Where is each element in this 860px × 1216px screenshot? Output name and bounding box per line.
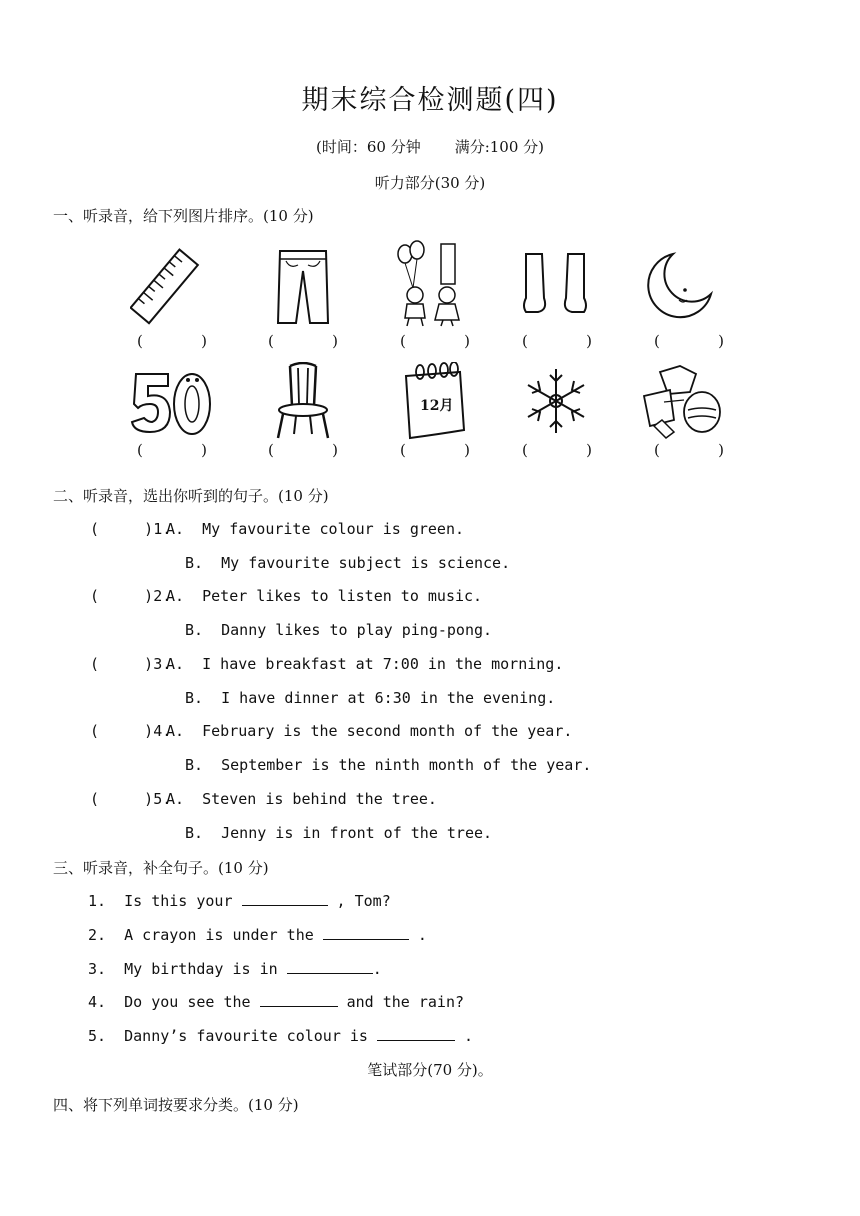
question-5-bracket: ( )5. <box>90 790 172 808</box>
question-5-option-a: A. Steven is behind the tree. <box>166 790 437 808</box>
question-4-option-a: A. February is the second month of the year. <box>166 722 573 740</box>
answer-paren: ( ) <box>137 441 207 459</box>
feet-picture <box>520 250 590 330</box>
answer-paren: ( ) <box>654 332 724 350</box>
answer-blank[interactable] <box>260 992 338 1007</box>
question-3-option-a: A. I have breakfast at 7:00 in the morning. <box>166 655 564 673</box>
exam-info <box>0 136 860 157</box>
answer-paren: ( ) <box>268 332 338 350</box>
question-2-option-a: A. Peter likes to listen to music. <box>166 587 483 605</box>
clothes-pile-picture <box>640 362 710 442</box>
answer-blank[interactable] <box>287 959 373 974</box>
calendar-picture <box>400 362 470 442</box>
calendar-label: 12月 <box>420 398 454 414</box>
question-1-option-b: B. My favourite subject is science. <box>185 554 511 572</box>
answer-paren: ( ) <box>522 441 592 459</box>
answer-paren: ( ) <box>137 332 207 350</box>
answer-blank[interactable] <box>377 1026 455 1041</box>
full-score: 满分:100 分) <box>454 138 545 156</box>
time-limit: (时间：60 分钟 <box>315 138 421 156</box>
section-3-heading: 三、听录音，补全句子。(10 分) <box>53 859 269 877</box>
answer-blank[interactable] <box>323 925 409 940</box>
listening-part-heading: 听力部分(30 分) <box>374 174 486 192</box>
children-balloons-picture <box>395 240 465 320</box>
number-fifty-picture <box>128 360 198 440</box>
answer-paren: ( ) <box>522 332 592 350</box>
answer-blank[interactable] <box>242 891 328 906</box>
page-title: 期末综合检测题(四) <box>301 85 559 116</box>
fill-sentence-2: 2. A crayon is under the . <box>88 926 427 944</box>
question-1-option-a: A. My favourite colour is green. <box>166 520 465 538</box>
question-3-bracket: ( )3. <box>90 655 172 673</box>
question-3-option-b: B. I have dinner at 6:30 in the evening. <box>185 689 556 707</box>
chair-picture <box>268 362 338 442</box>
moon-picture <box>645 250 715 330</box>
pants-picture <box>268 247 338 327</box>
question-4-bracket: ( )4. <box>90 722 172 740</box>
ruler-picture <box>130 247 200 327</box>
question-4-option-b: B. September is the ninth month of the year. <box>185 756 592 774</box>
fill-sentence-4: 4. Do you see the and the rain? <box>88 993 465 1011</box>
fill-sentence-1: 1. Is this your , Tom? <box>88 892 391 910</box>
answer-paren: ( ) <box>268 441 338 459</box>
answer-paren: ( ) <box>400 441 470 459</box>
answer-paren: ( ) <box>400 332 470 350</box>
snowflake-picture <box>520 365 590 445</box>
written-part-heading: 笔试部分(70 分)。 <box>367 1061 493 1079</box>
question-5-option-b: B. Jenny is in front of the tree. <box>185 824 493 842</box>
answer-paren: ( ) <box>654 441 724 459</box>
fill-sentence-3: 3. My birthday is in . <box>88 960 382 978</box>
section-1-heading: 一、听录音，给下列图片排序。(10 分) <box>53 207 314 225</box>
section-2-heading: 二、听录音，选出你听到的句子。(10 分) <box>53 487 329 505</box>
question-1-bracket: ( )1. <box>90 520 172 538</box>
question-2-bracket: ( )2. <box>90 587 172 605</box>
question-2-option-b: B. Danny likes to play ping-pong. <box>185 621 493 639</box>
fill-sentence-5: 5. Danny’s favourite colour is . <box>88 1027 474 1045</box>
section-4-heading: 四、将下列单词按要求分类。(10 分) <box>53 1096 299 1114</box>
